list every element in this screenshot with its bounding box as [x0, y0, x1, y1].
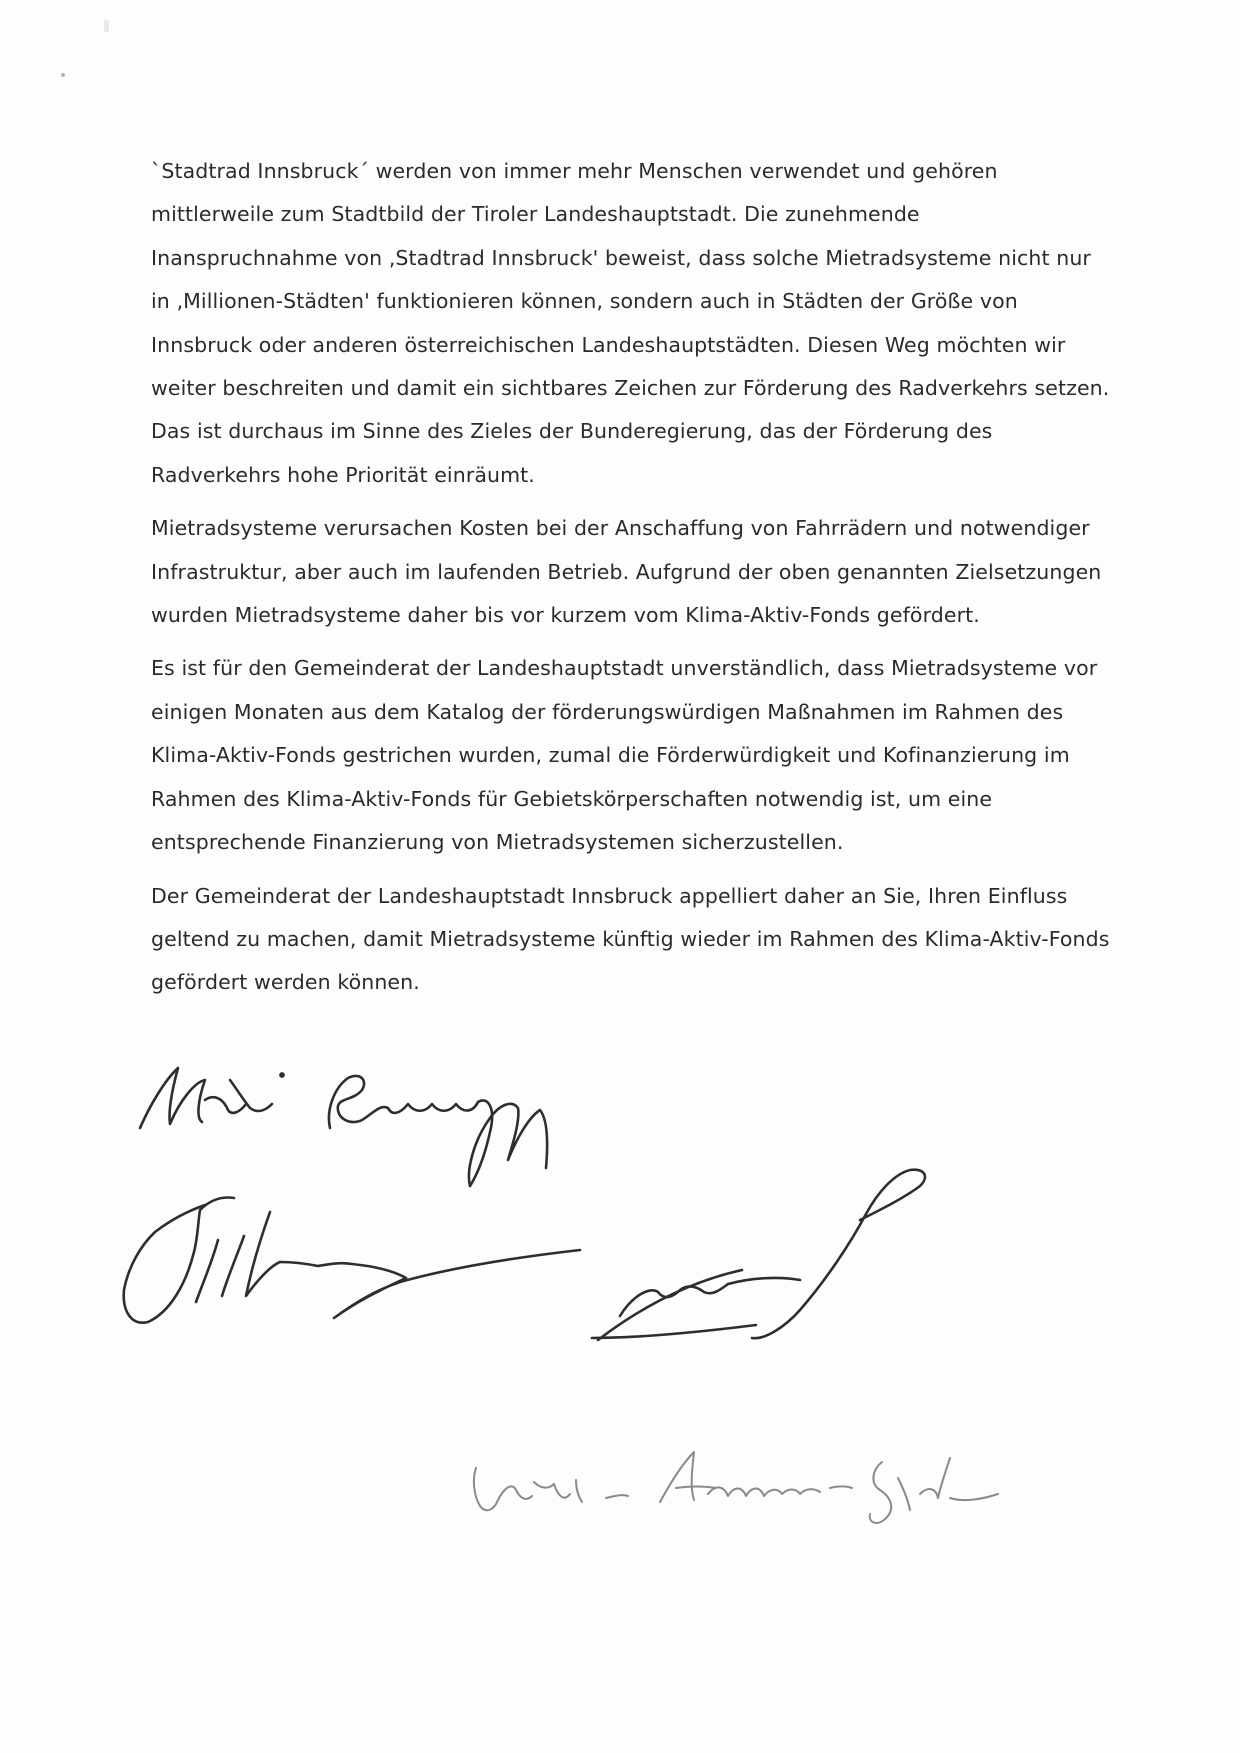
signature-3 [592, 1170, 925, 1340]
letter-body [151, 150, 1111, 1005]
scan-artifact [61, 73, 65, 77]
signature-4 [474, 1452, 998, 1523]
paragraph-2: Mietradsysteme verursachen Kosten bei der Anschaffung von Fahrrädern und notwendiger Infrastruktur, aber auch im laufenden Betrieb. Aufgrund der oben genannten Zielsetzungen wurden Mietradsysteme daher bis vor kurzem vom Klima-Aktiv-Fonds gefördert. [151, 516, 1102, 628]
signature-2 [124, 1198, 580, 1323]
paragraph-1: `Stadtrad Innsbruck´ werden von immer mehr Menschen verwendet und gehören mittlerweile zum Stadtbild der Tiroler Landeshauptstadt. Die zunehmende Inanspruchnahme von ‚Stadtrad Innsbruck' beweist, dass solche Mietradsysteme nicht nur in ‚Millionen-Städten' funktionieren können, sondern auch in Städten der Größe von Innsbruck oder anderen österreichischen Landeshauptstädten. Diesen Weg möchten wir weiter beschreiten und damit ein sichtbares Zeichen zur Förderung des Radverkehrs setzen. Das ist durchaus im Sinne des Zieles der Bunderegierung, das der Förderung des Radverkehrs hohe Priorität einräumt. [151, 159, 1110, 487]
paragraph-4: Der Gemeinderat der Landeshauptstadt Innsbruck appelliert daher an Sie, Ihren Einfluss geltend zu machen, damit Mietradsysteme künftig wieder im Rahmen des Klima-Aktiv-Fonds gefördert werden können. [151, 883, 1110, 995]
paragraph-3: Es ist für den Gemeinderat der Landeshauptstadt unverständlich, dass Mietradsysteme vor einigen Monaten aus dem Katalog der förderungswürdigen Maßnahmen im Rahmen des Klima-Aktiv-Fonds gestrichen wurden, zumal die Förderwürdigkeit und Kofinanzierung im Rahmen des Klima-Aktiv-Fonds für Gebietskörperschaften notwendig ist, um eine entsprechende Finanzierung von Mietradsystemen sicherzustellen. [151, 656, 1098, 855]
signature-1 [140, 1068, 547, 1186]
scan-artifact [104, 20, 109, 32]
